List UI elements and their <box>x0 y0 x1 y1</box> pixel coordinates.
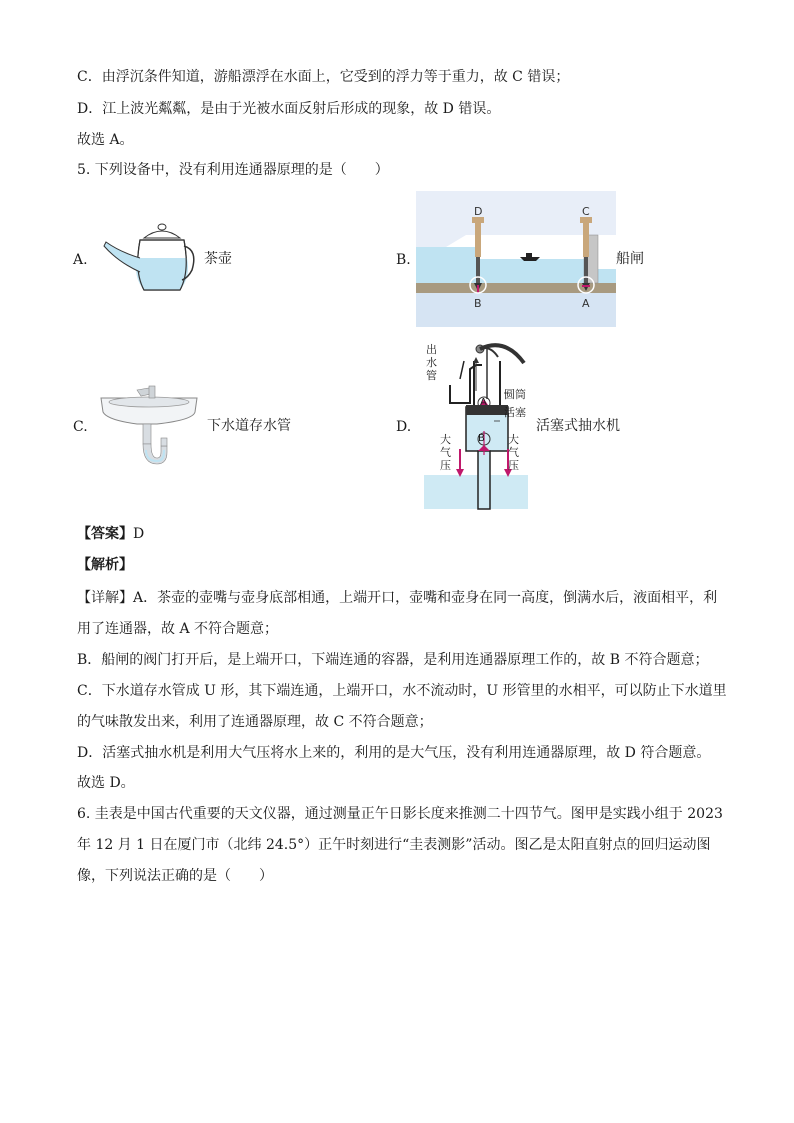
detail-line: 用了连通器，故 A 不符合题意； <box>77 621 279 637</box>
option-a-caption: 茶壶 <box>204 251 232 267</box>
label-valve-b: B <box>478 433 485 444</box>
option-d-caption: 活塞式抽水机 <box>536 418 620 434</box>
analysis-label: 【解析】 <box>77 557 133 573</box>
teapot-figure <box>100 222 196 296</box>
detail-line: 年 12 月 1 日在厦门市（北纬 24.5°）正午时刻进行“圭表测影”活动。图乙是太阳直射点的回归运动图 <box>77 837 711 853</box>
detail-line: D．活塞式抽水机是利用大气压将水上来的，利用的是大气压，没有利用连通器原理，故 D 符合题意。 <box>77 745 711 761</box>
detail-line: C．下水道存水管成 U 形，其下端连通，上端开口，水不流动时，U 形管里的水相平，可以防止下水道里 <box>77 683 727 699</box>
lock-label-d: D <box>474 205 483 218</box>
text-line: D．江上波光粼粼，是由于光被水面反射后形成的现象，故 D 错误。 <box>77 101 501 117</box>
text-line: C．由浮沉条件知道，游船漂浮在水面上，它受到的浮力等于重力，故 C 错误； <box>77 69 570 85</box>
label-valve-a: A <box>480 397 487 408</box>
lock-label-a: A <box>582 297 590 310</box>
lock-label-b: B <box>474 297 482 310</box>
option-b-letter: B. <box>396 252 411 268</box>
question-5: 5. 下列设备中，没有利用连通器原理的是（ ） <box>77 162 389 178</box>
option-b-caption: 船闸 <box>616 251 644 267</box>
detail-line: B．船闸的阀门打开后，是上端开口，下端连通的容器，是利用连通器原理工作的，故 B 不符合题意； <box>77 652 709 668</box>
answer-value: D <box>133 526 145 542</box>
option-c-letter: C. <box>73 419 88 435</box>
question-6: 6. 圭表是中国古代重要的天文仪器，通过测量正午日影长度来推测二十四节气。图甲是实践小组于 2023 <box>77 806 723 822</box>
detail-line: 故选 D。 <box>77 775 135 791</box>
answer-label: 【答案】 <box>77 526 133 542</box>
label-atm-left: 大气压 <box>440 433 451 472</box>
lock-label-c: C <box>582 205 590 218</box>
label-atm-right: 大气压 <box>508 433 519 472</box>
option-a-letter: A. <box>73 252 88 268</box>
text-line: 故选 A。 <box>77 132 134 148</box>
label-piston: 活塞 <box>504 406 526 419</box>
detail-line: 【详解】A．茶壶的壶嘴与壶身底部相通，上端开口，壶嘴和壶身在同一高度，倒满水后，液面相平，利 <box>77 590 718 606</box>
ship-lock-figure <box>416 191 616 327</box>
sink-trap-figure <box>97 380 205 472</box>
detail-line: 像，下列说法正确的是（ ） <box>77 868 273 884</box>
label-outlet-pipe: 出水管 <box>426 343 437 382</box>
option-c-caption: 下水道存水管 <box>207 418 291 434</box>
option-d-letter: D. <box>396 419 412 435</box>
answer-line <box>77 524 144 544</box>
label-cylinder: 圆筒 <box>504 388 526 401</box>
detail-line: 的气味散发出来，利用了连通器原理，故 C 不符合题意； <box>77 714 433 730</box>
